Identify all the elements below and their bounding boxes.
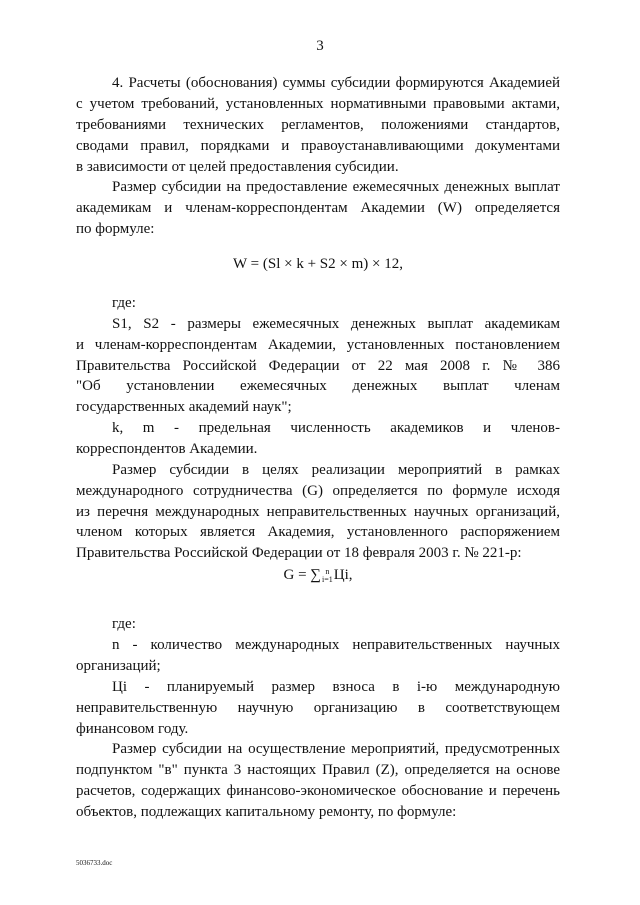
text-line: Правительства Российской Федерации от 18 февраля 2003 г. № 221-р:: [76, 545, 522, 561]
text-line: Размер субсидии на осуществление мероприятий, предусмотренных: [112, 741, 560, 757]
formula-g-lhs: G =: [283, 567, 311, 583]
text-line: государственных академий наук";: [76, 399, 292, 415]
text-line: финансовом году.: [76, 721, 189, 737]
text-line: Цi - планируемый размер взноса в i-ю международную: [112, 679, 560, 695]
text-line: где:: [112, 295, 136, 311]
text-line: "Об установлении ежемесячных денежных выплат членам: [76, 378, 560, 394]
text-line: с учетом требований, установленных нормативными правовыми актами,: [76, 96, 560, 112]
text-line: Размер субсидии в целях реализации мероприятий в рамках: [112, 462, 560, 478]
text-line: организаций;: [76, 658, 161, 674]
text-line: корреспондентов Академии.: [76, 441, 258, 457]
text-line: сводами правил, порядками и правоустанавливающими документами: [76, 138, 560, 154]
page-number: 3: [316, 38, 324, 54]
text-line: академикам и членам-корреспондентам Академии (W) определяется: [76, 200, 560, 216]
text-line: членом которых является Академия, установленного распоряжением: [76, 524, 560, 540]
text-line: и членам-корреспондентам Академии, установленных постановлением: [76, 337, 560, 353]
text-line: неправительственную научную организацию в соответствующем: [76, 700, 560, 716]
text-line: S1, S2 - размеры ежемесячных денежных выплат академикам: [112, 316, 560, 332]
text-line: по формуле:: [76, 221, 155, 237]
footer-filename: 5036733.doc: [76, 859, 113, 867]
text-line: W = (Sl × k + S2 × m) × 12,: [233, 256, 403, 272]
text-line: n - количество международных неправительственных научных: [112, 637, 560, 653]
text-line: k, m - предельная численность академиков и членов-: [112, 420, 560, 436]
text-line: Размер субсидии на предоставление ежемесячных денежных выплат: [112, 179, 560, 195]
text-line: международного сотрудничества (G) определяется по формуле исходя: [76, 483, 560, 499]
text-line: Правительства Российской Федерации от 22 мая 2008 г. № 386: [76, 358, 560, 374]
formula-g-sum-symbol: ∑: [310, 567, 321, 583]
text-line: из перечня международных неправительственных научных организаций,: [76, 504, 560, 520]
text-line: требованиями технических регламентов, положениями стандартов,: [76, 117, 560, 133]
formula-g-upper: n: [325, 566, 330, 576]
text-line: объектов, подлежащих капитальному ремонту, по формуле:: [76, 804, 457, 820]
text-line: где:: [112, 616, 136, 632]
formula-g: [76, 565, 560, 585]
text-line: 4. Расчеты (обоснования) суммы субсидии формируются Академией: [112, 75, 560, 91]
text-line: в зависимости от целей предоставления субсидии.: [76, 159, 399, 175]
text-line: расчетов, содержащих финансово-экономическое обоснование и перечень: [76, 783, 560, 799]
text-line: подпунктом "в" пункта 3 настоящих Правил (Z), определяется на основе: [76, 762, 560, 778]
formula-g-term: Цi,: [333, 567, 353, 583]
formula-g-lower: i=1: [322, 574, 333, 584]
